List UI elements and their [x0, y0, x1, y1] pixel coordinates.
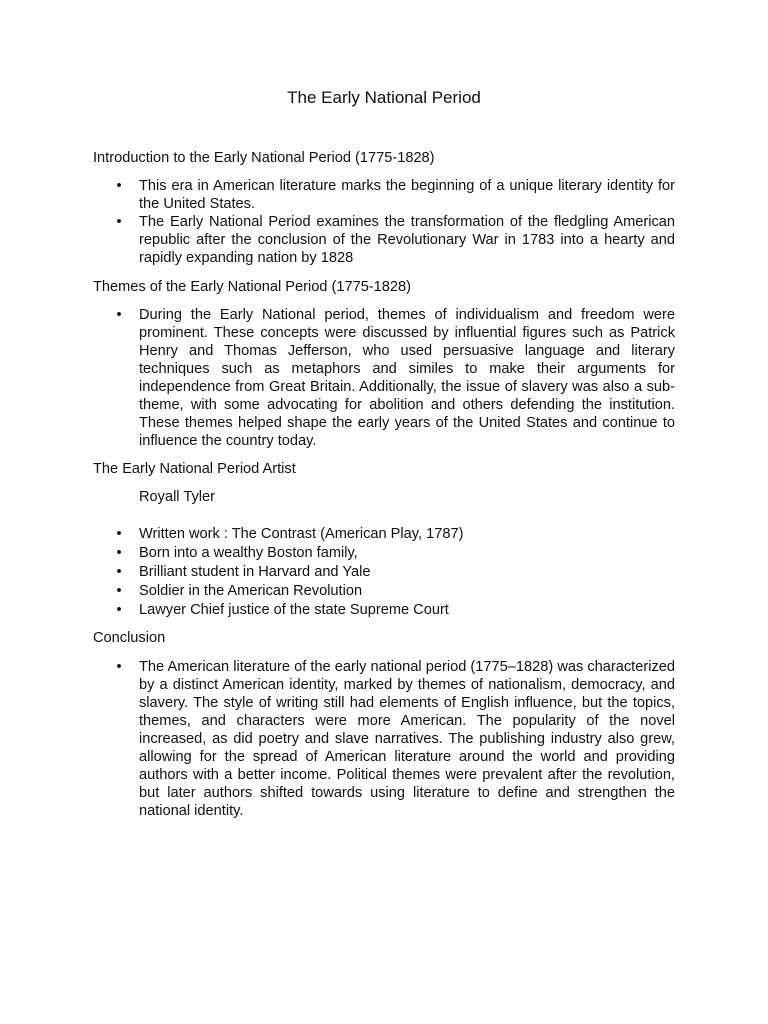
list-item-text: Lawyer Chief justice of the state Supreme Court: [139, 602, 449, 618]
conclusion-list: [93, 658, 675, 820]
list-item-text: The American literature of the early national period (1775–1828) was characterized by a distinct American identity, marked by themes of nationalism, democracy, and slavery. The style of writing still had elements of English influence, but the topics, themes, and characters were more American. The popularity of the novel increased, as did poetry and slave narratives. The publishing industry also grew, allowing for the spread of American literature around the world and providing authors with a better income. Political themes were prevalent after the revolution, but later authors shifted towards using literature to define and strengthen the national identity.: [139, 659, 675, 819]
intro-list: [93, 177, 675, 267]
bullet-icon: •: [116, 602, 122, 618]
list-item: [93, 544, 675, 562]
list-item: [93, 658, 675, 820]
bullet-icon: •: [116, 659, 122, 675]
bullet-icon: •: [116, 564, 122, 580]
list-item: [93, 177, 675, 213]
artist-facts-list: [93, 525, 675, 619]
bullet-icon: •: [116, 545, 122, 561]
list-item-text: The Early National Period examines the transformation of the fledgling American republic after the conclusion of the Revolutionary War in 1783 into a hearty and rapidly expanding nation by 1828: [139, 214, 675, 266]
document-body: [93, 149, 675, 820]
conclusion-heading: Conclusion: [93, 630, 166, 646]
artist-heading: The Early National Period Artist: [93, 461, 296, 477]
list-item: [93, 525, 675, 543]
list-item-text: Born into a wealthy Boston family,: [139, 545, 358, 561]
list-item: [93, 213, 675, 267]
list-item: [93, 563, 675, 581]
list-item: [93, 306, 675, 450]
list-item-text: During the Early National period, themes of individualism and freedom were prominent. These concepts were discussed by influential figures such as Patrick Henry and Thomas Jefferson, who used persuasive language and literary techniques such as metaphors and similes to make their arguments for independence from Great Britain. Additionally, the issue of slavery was also a sub-theme, with some advocating for abolition and others defending the institution. These themes helped shape the early years of the United States and continue to influence the country today.: [139, 307, 675, 449]
themes-list: [93, 306, 675, 450]
bullet-icon: •: [116, 307, 122, 323]
list-item-text: Soldier in the American Revolution: [139, 583, 363, 599]
list-item-text: This era in American literature marks the beginning of a unique literary identity for the United States.: [139, 178, 675, 212]
bullet-icon: •: [116, 214, 122, 230]
bullet-icon: •: [116, 526, 122, 542]
list-item-text: Written work : The Contrast (American Play, 1787): [139, 526, 464, 542]
list-item-text: Brilliant student in Harvard and Yale: [139, 564, 371, 580]
intro-heading: Introduction to the Early National Period (1775-1828): [93, 150, 435, 166]
bullet-icon: •: [116, 178, 122, 194]
themes-heading: Themes of the Early National Period (1775-1828): [93, 279, 411, 295]
artist-name: Royall Tyler: [139, 489, 215, 505]
document-title: The Early National Period: [287, 88, 481, 107]
list-item: [93, 601, 675, 619]
list-item: [93, 582, 675, 600]
bullet-icon: •: [116, 583, 122, 599]
